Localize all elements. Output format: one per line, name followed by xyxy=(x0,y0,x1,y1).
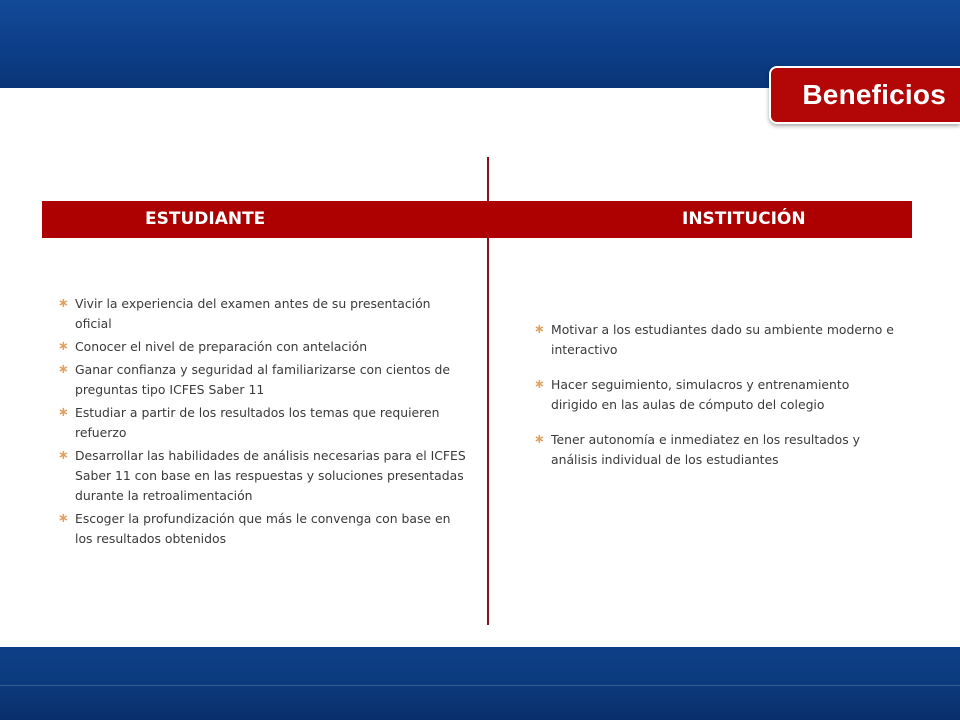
list-item xyxy=(534,375,894,415)
list-item-text: Motivar a los estudiantes dado su ambiente moderno e interactivo xyxy=(551,322,894,357)
list-item-text: Desarrollar las habilidades de análisis necesarias para el ICFES Saber 11 con base en las respuestas y soluciones presentadas durante la retroalimentación xyxy=(75,448,466,503)
heading-institucion: INSTITUCIÓN xyxy=(682,209,806,229)
list-item-text: Conocer el nivel de preparación con antelación xyxy=(75,339,368,354)
bullet-icon: ∗ xyxy=(58,296,69,311)
columns-header-bar xyxy=(42,201,912,238)
bullet-icon: ∗ xyxy=(58,405,69,420)
bullet-icon: ∗ xyxy=(58,339,69,354)
bottom-band xyxy=(0,647,960,720)
title-tab xyxy=(769,66,960,124)
bullet-icon: ∗ xyxy=(534,377,545,392)
list-item xyxy=(58,509,468,549)
list-item xyxy=(58,294,468,334)
list-item-text: Tener autonomía e inmediatez en los resultados y análisis individual de los estudiantes xyxy=(551,432,860,467)
list-item xyxy=(58,337,468,357)
list-item-text: Vivir la experiencia del examen antes de su presentación oficial xyxy=(75,296,431,331)
estudiante-benefits-list xyxy=(58,294,468,552)
slide-title: Beneficios xyxy=(802,79,946,110)
list-item-text: Ganar confianza y seguridad al familiarizarse con cientos de preguntas tipo ICFES Saber 11 xyxy=(75,362,450,397)
list-item xyxy=(58,446,468,506)
bullet-icon: ∗ xyxy=(534,432,545,447)
list-item xyxy=(534,430,894,470)
list-item xyxy=(58,360,468,400)
heading-estudiante: ESTUDIANTE xyxy=(145,209,266,229)
list-item-text: Escoger la profundización que más le convenga con base en los resultados obtenidos xyxy=(75,511,451,546)
bullet-icon: ∗ xyxy=(58,362,69,377)
list-item-text: Estudiar a partir de los resultados los temas que requieren refuerzo xyxy=(75,405,440,440)
list-item xyxy=(58,403,468,443)
list-item xyxy=(534,320,894,360)
bullet-icon: ∗ xyxy=(534,322,545,337)
list-item-text: Hacer seguimiento, simulacros y entrenamiento dirigido en las aulas de cómputo del colegio xyxy=(551,377,850,412)
institucion-benefits-list xyxy=(534,320,894,485)
bullet-icon: ∗ xyxy=(58,448,69,463)
bullet-icon: ∗ xyxy=(58,511,69,526)
